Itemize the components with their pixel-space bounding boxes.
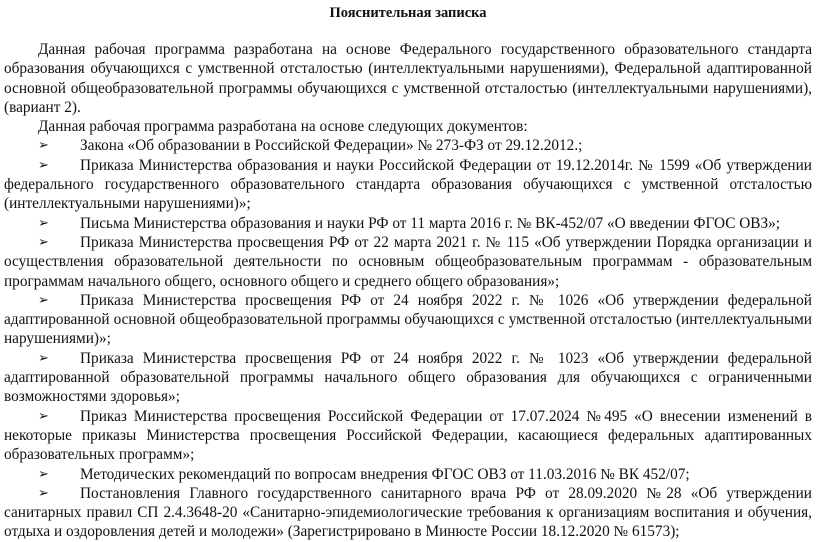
arrowhead-bullet-icon: ➢	[38, 466, 49, 482]
arrowhead-bullet-icon: ➢	[38, 138, 49, 154]
document-body	[4, 40, 812, 542]
document-title: Пояснительная записка	[329, 5, 487, 21]
list-item-text: Приказа Министерства просвещения РФ от 24 ноября 2022 г. № 1023 «Об утверждении федеральной адаптированной образовательной программы начального общего образования для обучающихся с ограниченными возможностями здоровья»;	[4, 349, 812, 406]
list-item	[4, 484, 812, 542]
arrowhead-bullet-icon: ➢	[38, 157, 49, 173]
list-item	[4, 407, 812, 465]
list-item-text: Письма Министерства образования и науки РФ от 11 марта 2016 г. № ВК-452/07 «О введении ФГОС ОВЗ»;	[80, 214, 781, 232]
arrowhead-bullet-icon: ➢	[38, 234, 49, 250]
list-item-text: Приказа Министерства образования и науки Российской Федерации от 19.12.2014г. № 1599 «Об утверждении федерального государственного образовательного стандарта образования обучающихся с умственной отсталостью (интеллектуальными нарушениями)»;	[4, 156, 812, 213]
arrowhead-bullet-icon: ➢	[38, 350, 49, 366]
list-item	[4, 349, 812, 407]
list-item	[4, 136, 812, 155]
list-item-text: Методических рекомендаций по вопросам внедрения ФГОС ОВЗ от 11.03.2016 № ВК 452/07;	[80, 465, 690, 483]
list-item-text: Приказа Министерства просвещения РФ от 22 марта 2021 г. № 115 «Об утверждении Порядка организации и осуществления образовательной деятельности по основным общеобразовательным программам - образовательным программам начального общего, основного общего и среднего общего образования»;	[4, 233, 812, 290]
list-item-text: Закона «Об образовании в Российской Федерации» № 273-ФЗ от 29.12.2012.;	[80, 137, 583, 155]
list-item	[4, 233, 812, 291]
list-item	[4, 156, 812, 214]
documents-intro: Данная рабочая программа разработана на основе следующих документов:	[38, 118, 528, 136]
list-item	[4, 214, 812, 233]
list-item-text: Приказ Министерства просвещения Российской Федерации от 17.07.2024 №495 «О внесении изменений в некоторые приказы Министерства просвещения Российской Федерации, касающиеся федеральных адаптированных образовательных программ»;	[4, 407, 812, 464]
arrowhead-bullet-icon: ➢	[38, 215, 49, 231]
documents-list	[4, 136, 812, 541]
list-item	[4, 291, 812, 349]
arrowhead-bullet-icon: ➢	[38, 485, 49, 501]
list-item-text: Постановления Главного государственного санитарного врача РФ от 28.09.2020 №28 «Об утверждении санитарных правил СП 2.4.3648-20 «Санитарно-эпидемиологические требования к организациям воспитания и обучения, отдыха и оздоровления детей и молодежи» (Зарегистрировано в Минюсте России 18.12.2020 № 61573);	[4, 484, 812, 541]
arrowhead-bullet-icon: ➢	[38, 292, 49, 308]
list-item	[4, 465, 812, 484]
list-item-text: Приказа Министерства просвещения РФ от 24 ноября 2022 г. № 1026 «Об утверждении федеральной адаптированной основной общеобразовательной программы обучающихся с умственной отсталостью (интеллектуальными нарушениями)»;	[4, 291, 812, 348]
arrowhead-bullet-icon: ➢	[38, 408, 49, 424]
intro-paragraph: Данная рабочая программа разработана на основе Федерального государственного образовательного стандарта образования обучающихся с умственной отсталостью (интеллектуальными нарушениями), Федеральной адаптированной основной общеобразовательной программы обучающихся с умственной отсталостью (интеллектуальными нарушениями), (вариант 2).	[4, 41, 812, 116]
